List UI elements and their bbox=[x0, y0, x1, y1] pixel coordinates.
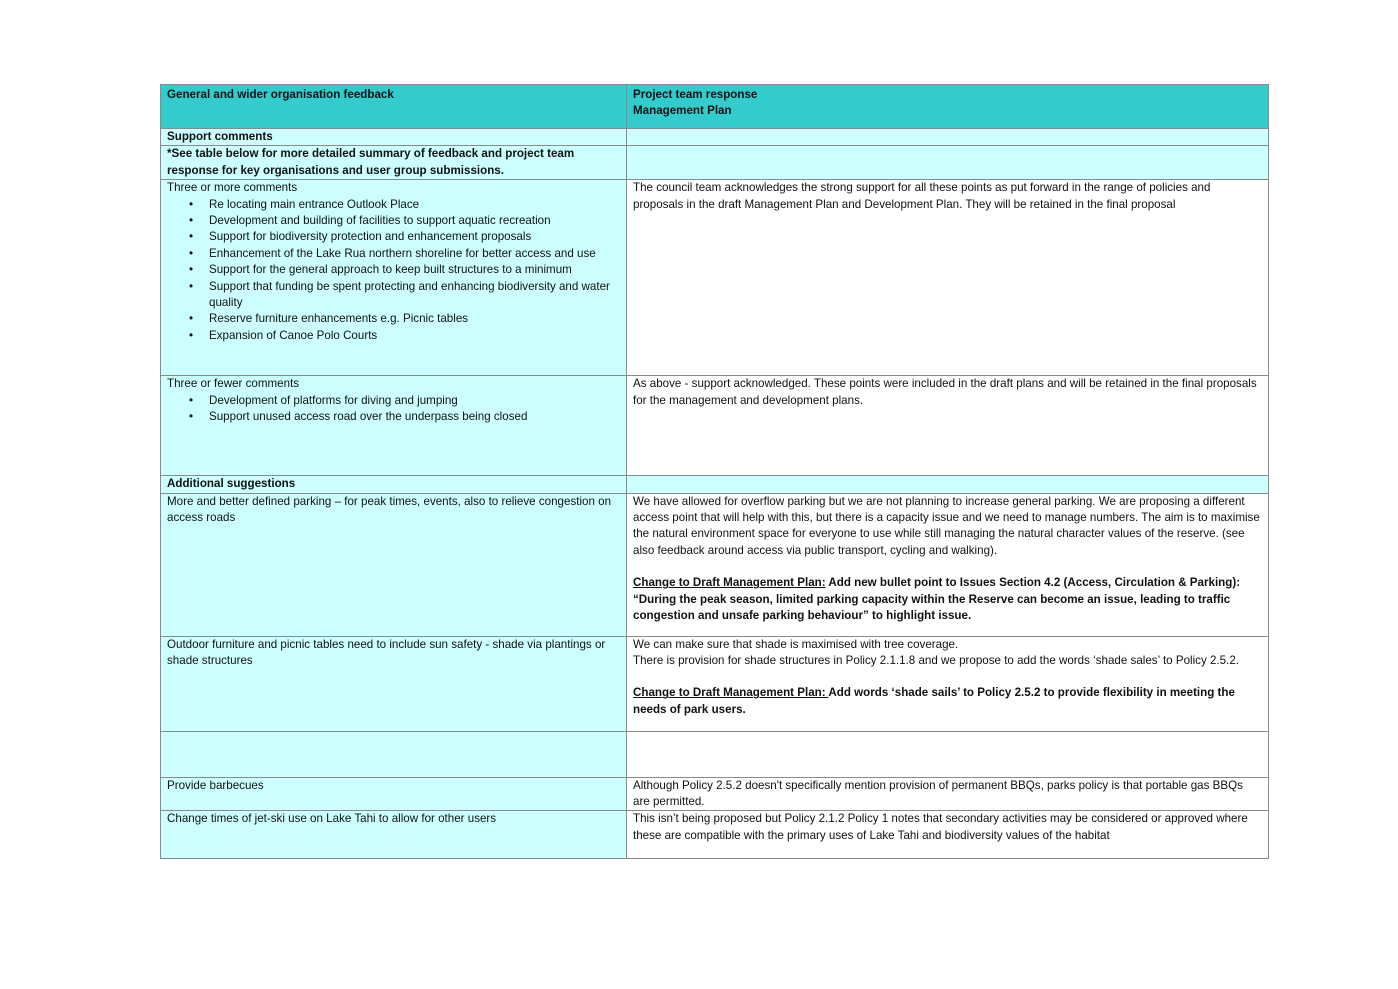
feedback-document bbox=[160, 84, 1268, 859]
table-header-row bbox=[161, 85, 1269, 129]
section-title-additional-empty bbox=[627, 476, 1269, 493]
change-note-text: Add new bullet point to Issues Section 4.2 (Access, Circulation & Parking): “During the peak season, limited parking capacity within the Reserve can become an issue, leading to traffic congestion and unsafe parking behaviour” to highlight issue. bbox=[633, 576, 1241, 623]
comment-list bbox=[167, 197, 620, 345]
header-feedback: General and wider organisation feedback bbox=[161, 85, 627, 129]
response-text: We can make sure that shade is maximised with tree coverage. bbox=[633, 637, 959, 651]
header-response-title: Project team response bbox=[633, 88, 758, 101]
feedback-cell-shade: Outdoor furniture and picnic tables need to include sun safety - shade via plantings or shade structures bbox=[161, 636, 627, 731]
table-row bbox=[161, 777, 1269, 811]
table-row bbox=[161, 493, 1269, 636]
response-text: We have allowed for overflow parking but we are not planning to increase general parking. We are proposing a different access point that will help with this, but there is a capacity issue and we need to manage numbers. The aim is to maximise the natural environment space for everyone to use while still managing the natural character values of the reserve. (see also feedback around access via public transport, cycling and walking). bbox=[633, 494, 1260, 557]
empty-feedback-cell bbox=[161, 731, 627, 777]
response-cell-three-or-more: The council team acknowledges the strong support for all these points as put forward in the range of policies and proposals in the draft Management Plan and Development Plan. They will be retained in the final proposal bbox=[627, 180, 1269, 376]
table-row bbox=[161, 180, 1269, 376]
section-row-support bbox=[161, 129, 1269, 146]
section-row-additional bbox=[161, 476, 1269, 493]
list-item: • Development of platforms for diving and jumping bbox=[209, 393, 620, 409]
change-note-label: Change to Draft Management Plan: bbox=[633, 686, 829, 700]
empty-response-cell bbox=[627, 731, 1269, 777]
list-item: • Reserve furniture enhancements e.g. Picnic tables bbox=[209, 311, 620, 327]
feedback-cell-three-or-fewer bbox=[161, 376, 627, 476]
change-note-text: Add words ‘shade sails’ to Policy 2.5.2 to provide flexibility in meeting the needs of park users. bbox=[633, 686, 1235, 716]
list-item: • Enhancement of the Lake Rua northern shoreline for better access and use bbox=[209, 246, 620, 262]
list-item: • Support for the general approach to keep built structures to a minimum bbox=[209, 262, 620, 278]
change-note-label: Change to Draft Management Plan: bbox=[633, 576, 826, 590]
response-cell-bbq: Although Policy 2.5.2 doesn't specifically mention provision of permanent BBQs, parks policy is that portable gas BBQs are permitted. bbox=[627, 777, 1269, 811]
table-row bbox=[161, 376, 1269, 476]
feedback-cell-bbq: Provide barbecues bbox=[161, 777, 627, 811]
feedback-cell-jetski: Change times of jet-ski use on Lake Tahi to allow for other users bbox=[161, 811, 627, 859]
table-row bbox=[161, 636, 1269, 731]
section-note-row bbox=[161, 146, 1269, 180]
response-cell-three-or-fewer: As above - support acknowledged. These points were included in the draft plans and will be retained in the final proposals for the management and development plans. bbox=[627, 376, 1269, 476]
list-item: • Support that funding be spent protecting and enhancing biodiversity and water quality bbox=[209, 279, 620, 312]
change-note bbox=[633, 575, 1262, 624]
section-note-empty bbox=[627, 146, 1269, 180]
list-item: • Support for biodiversity protection and enhancement proposals bbox=[209, 229, 620, 245]
list-item: • Support unused access road over the underpass being closed bbox=[209, 409, 620, 425]
header-response bbox=[627, 85, 1269, 129]
response-text: There is provision for shade structures in Policy 2.1.1.8 and we propose to add the words ‘shade sales’ to Policy 2.5.2. bbox=[633, 654, 1239, 668]
table-row bbox=[161, 811, 1269, 859]
header-response-subtitle: Management Plan bbox=[633, 104, 732, 118]
section-title-additional: Additional suggestions bbox=[161, 476, 627, 493]
section-title-support: Support comments bbox=[161, 129, 627, 146]
section-note: *See table below for more detailed summary of feedback and project team response for key organisations and user group submissions. bbox=[161, 146, 627, 180]
comment-group-label: Three or fewer comments bbox=[167, 377, 300, 391]
change-note bbox=[633, 685, 1262, 718]
table-row-empty bbox=[161, 731, 1269, 777]
response-cell-parking bbox=[627, 493, 1269, 636]
list-item: • Expansion of Canoe Polo Courts bbox=[209, 328, 620, 344]
feedback-cell-three-or-more bbox=[161, 180, 627, 376]
section-title-support-empty bbox=[627, 129, 1269, 146]
response-cell-jetski: This isn’t being proposed but Policy 2.1.2 Policy 1 notes that secondary activities may be considered or approved where these are compatible with the primary uses of Lake Tahi and biodiversity values of the habitat bbox=[627, 811, 1269, 859]
list-item: • Re locating main entrance Outlook Place bbox=[209, 197, 620, 213]
comment-list bbox=[167, 393, 620, 426]
feedback-table bbox=[160, 84, 1269, 859]
response-cell-shade bbox=[627, 636, 1269, 731]
comment-group-label: Three or more comments bbox=[167, 181, 298, 195]
list-item: • Development and building of facilities to support aquatic recreation bbox=[209, 213, 620, 229]
feedback-cell-parking: More and better defined parking – for peak times, events, also to relieve congestion on access roads bbox=[161, 493, 627, 636]
